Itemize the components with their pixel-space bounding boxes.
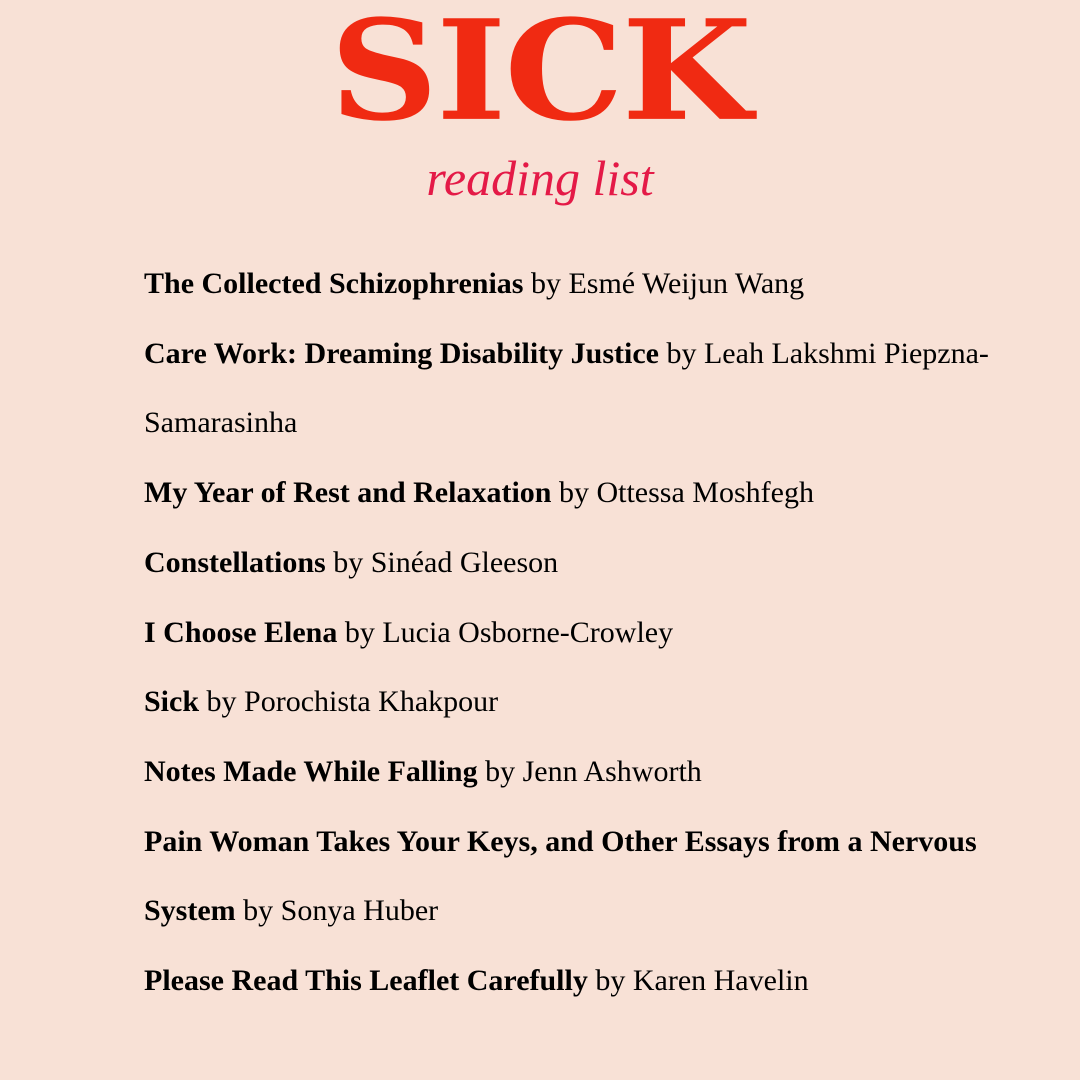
book-item [144, 458, 1024, 528]
book-author: Esmé Weijun Wang [568, 267, 805, 300]
book-item [144, 249, 1024, 319]
book-author: Karen Havelin [632, 964, 809, 998]
book-item [144, 598, 1024, 668]
book-by: by [206, 685, 237, 719]
book-item [144, 807, 1024, 946]
book-by: by [333, 545, 364, 579]
book-author: Jenn Ashworth [522, 754, 702, 788]
book-item [144, 319, 1024, 458]
book-author: Sinéad Gleeson [370, 545, 559, 579]
book-by: by [595, 964, 626, 998]
book-item [144, 528, 1024, 598]
book-by: by [344, 615, 375, 649]
book-author: Leah Lakshmi Piepzna-Samarasinha [144, 336, 989, 440]
book-author: Ottessa Moshfegh [596, 476, 814, 510]
book-author: Sonya Huber [280, 894, 439, 928]
book-list [144, 249, 1024, 1016]
book-title: Care Work: Dreaming Disability Justice [144, 336, 659, 370]
book-title: I Choose Elena [144, 615, 338, 649]
masthead-title: SICK [329, 0, 751, 152]
book-title: Please Read This Leaflet Carefully [144, 964, 588, 998]
book-title: Notes Made While Falling [144, 754, 478, 788]
book-title: Constellations [144, 545, 326, 579]
masthead-subtitle: reading list [426, 150, 654, 206]
book-title: My Year of Rest and Relaxation [144, 476, 552, 510]
book-author: Porochista Khakpour [244, 685, 499, 719]
book-by: by [243, 894, 274, 928]
book-author: Lucia Osborne-Crowley [382, 615, 674, 649]
book-title: Pain Woman Takes Your Keys, and Other Essays from a Nervous System [144, 824, 977, 928]
book-item [144, 737, 1024, 807]
book-by: by [558, 476, 589, 510]
book-item [144, 667, 1024, 737]
book-by: by [530, 267, 561, 300]
book-by: by [485, 754, 516, 788]
book-title: Sick [144, 685, 200, 719]
book-by: by [666, 336, 697, 370]
book-title: The Collected Schizophrenias [144, 267, 524, 300]
book-item [144, 946, 1024, 1016]
